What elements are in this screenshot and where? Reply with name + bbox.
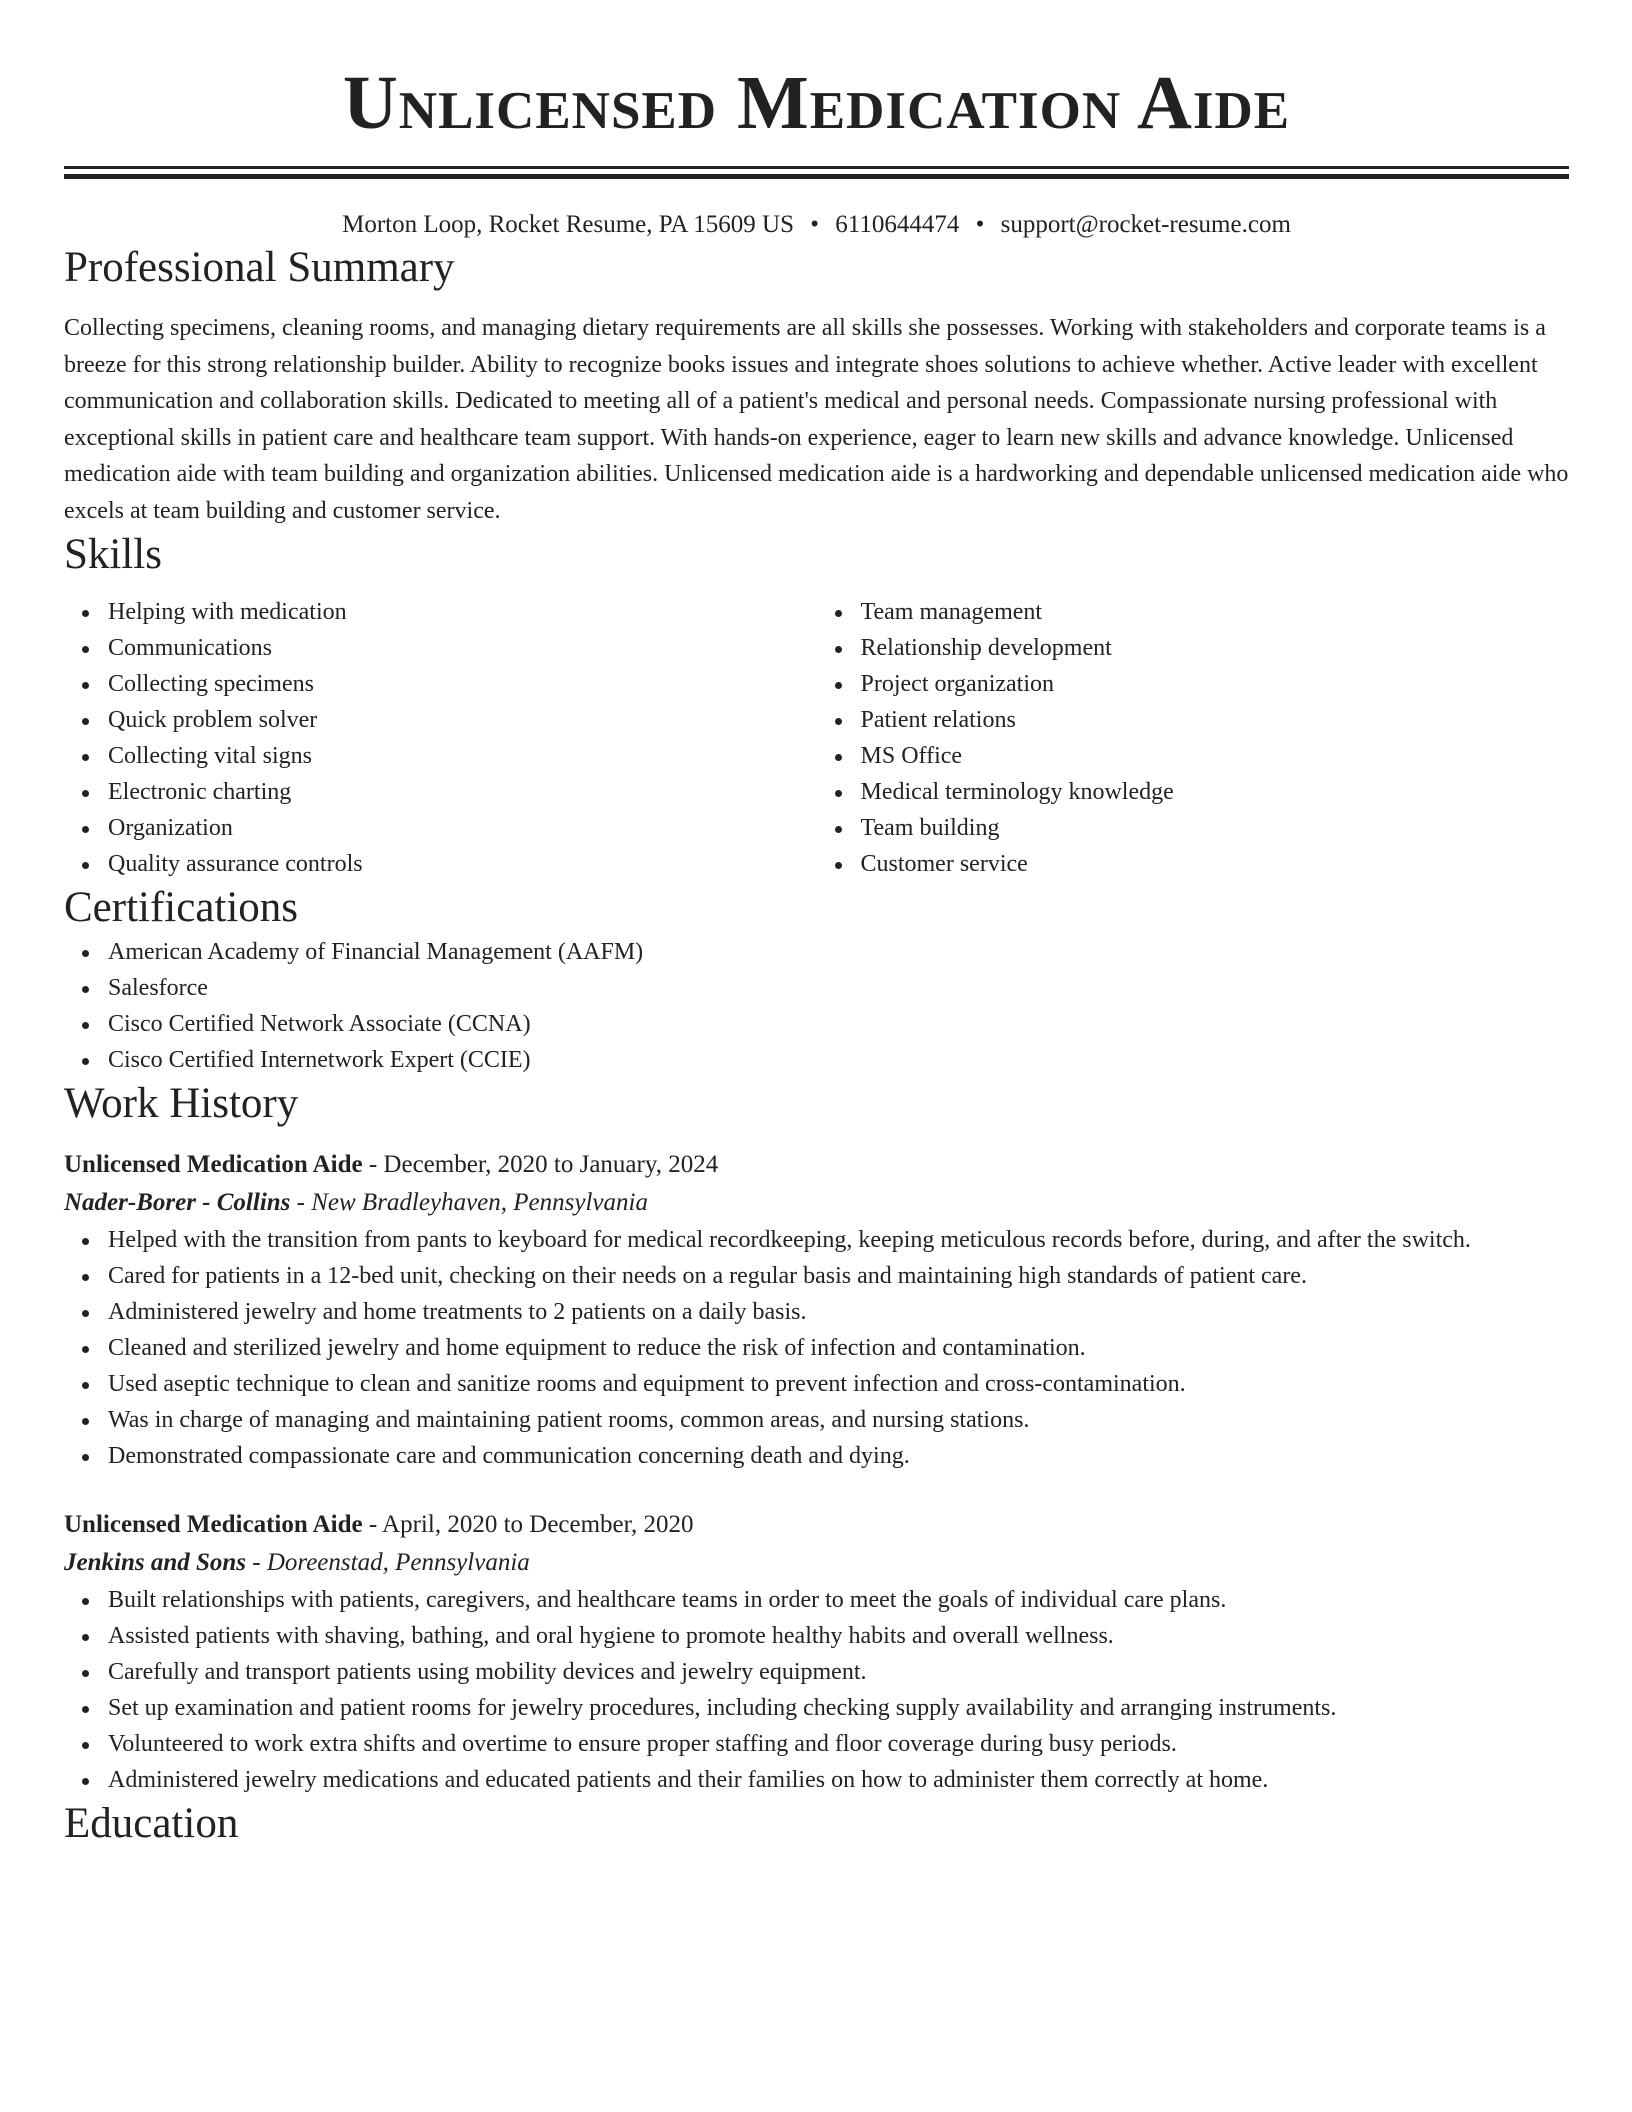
skill-item: Quick problem solver (108, 702, 817, 738)
skill-item: Collecting vital signs (108, 738, 817, 774)
title-divider-thick (64, 174, 1569, 179)
skill-item: Medical terminology knowledge (861, 774, 1570, 810)
certification-item: American Academy of Financial Management (AAFM) (108, 934, 1569, 970)
skill-item: Project organization (861, 666, 1570, 702)
contact-line (64, 208, 1569, 242)
skills-list-left (64, 594, 817, 882)
summary-text: Collecting specimens, cleaning rooms, and managing dietary requirements are all skills she possesses. Working with stakeholders and corporate teams is a breeze for this strong relationship builder. Ability to recognize books issues and integrate shoes solutions to achieve whether. Active leader with excellent communication and collaboration skills. Dedicated to meeting all of a patient's medical and personal needs. Compassionate nursing professional with exceptional skills in patient care and healthcare team support. With hands-on experience, eager to learn new skills and advance knowledge. Unlicensed medication aide with team building and organization abilities. Unlicensed medication aide is a hardworking and dependable unlicensed medication aide who excels at team building and customer service. (64, 315, 1569, 524)
job-bullet: Administered jewelry medications and educated patients and their families on how to administer them correctly at home. (108, 1762, 1569, 1798)
resume-title: Unlicensed Medication Aide (342, 61, 1291, 145)
job-bullet: Used aseptic technique to clean and sanitize rooms and equipment to prevent infection and cross-contamination. (108, 1366, 1569, 1402)
work-history-heading: Work History (64, 1080, 299, 1127)
skill-item: Patient relations (861, 702, 1570, 738)
skill-item: MS Office (861, 738, 1570, 774)
job-title-line (64, 1146, 1569, 1184)
job-company-line (64, 1184, 1569, 1222)
certifications-list (64, 934, 1569, 1078)
certification-item: Cisco Certified Internetwork Expert (CCIE) (108, 1042, 1569, 1078)
job-bullet: Cared for patients in a 12-bed unit, checking on their needs on a regular basis and maintaining high standards of patient care. (108, 1258, 1569, 1294)
skill-item: Electronic charting (108, 774, 817, 810)
job-bullet: Was in charge of managing and maintaining patient rooms, common areas, and nursing stations. (108, 1402, 1569, 1438)
job-entry (64, 1506, 1569, 1798)
skill-item: Team building (861, 810, 1570, 846)
job-title-line (64, 1506, 1569, 1544)
skill-item: Organization (108, 810, 817, 846)
contact-phone: 6110644474 (835, 211, 960, 238)
education-heading: Education (64, 1800, 239, 1847)
contact-separator: • (810, 211, 819, 238)
job-title: Unlicensed Medication Aide (64, 1151, 363, 1178)
contact-separator: • (975, 211, 985, 238)
job-title: Unlicensed Medication Aide (64, 1511, 363, 1538)
title-divider-thin (64, 166, 1569, 169)
resume-page (64, 0, 1569, 1850)
certification-item: Cisco Certified Network Associate (CCNA) (108, 1006, 1569, 1042)
job-dates: - April, 2020 to December, 2020 (362, 1511, 694, 1538)
contact-address: Morton Loop, Rocket Resume, PA 15609 US (342, 211, 794, 238)
job-bullet: Volunteered to work extra shifts and overtime to ensure proper staffing and floor coverage during busy periods. (108, 1726, 1569, 1762)
skills-columns (64, 594, 1569, 882)
skill-item: Communications (108, 630, 817, 666)
job-entry (64, 1146, 1569, 1474)
job-bullet: Built relationships with patients, caregivers, and healthcare teams in order to meet the goals of individual care plans. (108, 1582, 1569, 1618)
job-bullet: Assisted patients with shaving, bathing, and oral hygiene to promote healthy habits and overall wellness. (108, 1618, 1569, 1654)
job-company: Jenkins and Sons (64, 1549, 247, 1576)
job-bullet: Carefully and transport patients using mobility devices and jewelry equipment. (108, 1654, 1569, 1690)
skill-item: Collecting specimens (108, 666, 817, 702)
contact-email: support@rocket-resume.com (1000, 211, 1291, 238)
skill-item: Helping with medication (108, 594, 817, 630)
skill-item: Team management (861, 594, 1570, 630)
certification-item: Salesforce (108, 970, 1569, 1006)
summary-heading: Professional Summary (64, 244, 455, 291)
skill-item: Relationship development (861, 630, 1570, 666)
skills-heading: Skills (64, 531, 162, 578)
job-bullet: Set up examination and patient rooms for jewelry procedures, including checking supply availability and arranging instruments. (108, 1690, 1569, 1726)
job-dates: - December, 2020 to January, 2024 (362, 1151, 719, 1178)
job-bullet: Helped with the transition from pants to keyboard for medical recordkeeping, keeping meticulous records before, during, and after the switch. (108, 1222, 1569, 1258)
job-company-line (64, 1544, 1569, 1582)
skill-item: Quality assurance controls (108, 846, 817, 882)
job-bullet: Demonstrated compassionate care and communication concerning death and dying. (108, 1438, 1569, 1474)
skill-item: Customer service (861, 846, 1570, 882)
job-bullet: Administered jewelry and home treatments to 2 patients on a daily basis. (108, 1294, 1569, 1330)
skills-list-right (817, 594, 1570, 882)
job-bullet: Cleaned and sterilized jewelry and home equipment to reduce the risk of infection and contamination. (108, 1330, 1569, 1366)
job-bullets (64, 1222, 1569, 1474)
job-location: - New Bradleyhaven, Pennsylvania (290, 1189, 648, 1216)
job-company: Nader-Borer - Collins (64, 1189, 291, 1216)
certifications-heading: Certifications (64, 884, 299, 931)
job-location: - Doreenstad, Pennsylvania (246, 1549, 530, 1576)
job-bullets (64, 1582, 1569, 1798)
